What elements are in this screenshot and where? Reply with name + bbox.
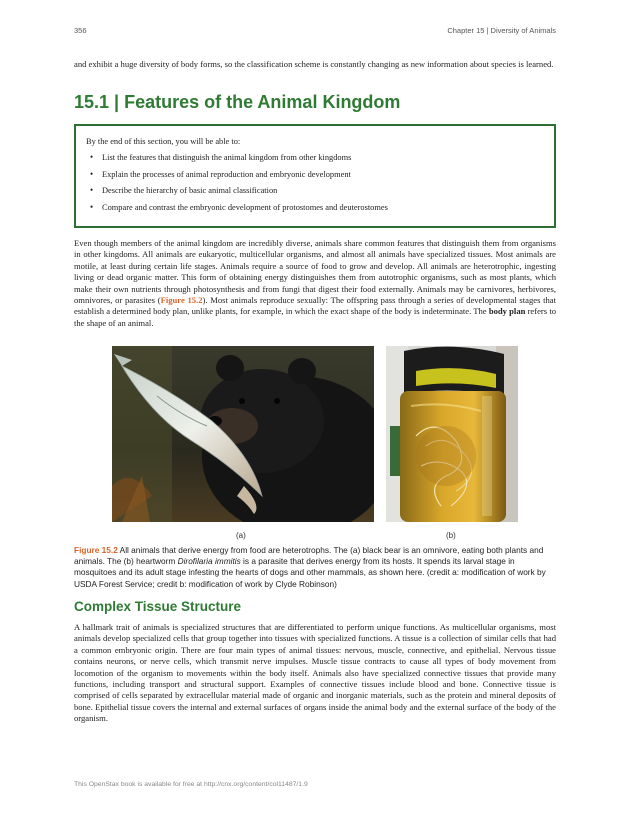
figure-label-b: (b) bbox=[446, 531, 456, 540]
paragraph-text: ). Most animals reproduce sexually: The offspring pass through a series of developmental stages that establish a determined body plan, unlike plants, for example, in which the exact shape of the body is indeterminate. The bbox=[74, 295, 556, 317]
chapter-title: Chapter 15 | Diversity of Animals bbox=[447, 26, 556, 35]
jar-illustration bbox=[386, 346, 518, 522]
bullet-icon: • bbox=[90, 201, 94, 212]
paragraph-text: refers to the shape of an animal. bbox=[74, 306, 556, 328]
paragraph-animal-features bbox=[74, 238, 556, 329]
figure-link[interactable]: Figure 15.2 bbox=[160, 295, 203, 306]
section-title: 15.1 | Features of the Animal Kingdom bbox=[74, 92, 401, 112]
objective-text: Compare and contrast the embryonic development of protostomes and deuterostomes bbox=[102, 202, 388, 212]
objective-text: List the features that distinguish the animal kingdom from other kingdoms bbox=[102, 153, 352, 162]
objective-item bbox=[86, 202, 542, 213]
objective-item bbox=[86, 185, 542, 196]
page-footer: This OpenStax book is available for free at http://cnx.org/content/col11487/1.9 bbox=[74, 781, 308, 788]
running-header bbox=[74, 26, 556, 38]
objective-item bbox=[86, 169, 542, 180]
paragraph-tissue-structure: A hallmark trait of animals is specialized structures that are differentiated to perform unique functions. As multicellular organisms, most animals develop specialized cells that group together into tissues with specialized functions. A tissue is a collection of similar cells that had a common embryonic origin. There are four main types of animal tissues: nervous, muscle, connective, and epithelial. Nervous tissue contains neurons, or nerve cells, which transmit nerve impulses. Muscle tissue contracts to cause all types of body movement from locomotion of the organism to movements within the body itself. Animals also have specialized connective tissues that provide many functions, including transport and structural support. Examples of connective tissues include blood and bone. Connective tissue is comprised of cells separated by extracellular material made of organic and inorganic materials, such as the protein and mineral deposits of bone. Epithelial tissue covers the internal and external surfaces of organs inside the animal body and the external surface of the body of the organism. bbox=[74, 622, 556, 724]
objective-text: Describe the hierarchy of basic animal classification bbox=[102, 186, 278, 196]
caption-text: is a parasite that derives energy from its hosts. It spends its larval stage in mosquitoes and its adult stage infesting the hearts of dogs and other mammals, as shown here. (credit a: modification of work by USDA Forest Service; credit b: modification of work by Clyde Robinson) bbox=[74, 556, 546, 589]
caption-text: All animals that derive energy from food are heterotrophs. The (a) black bear is an omnivore, eating both plants and animals. The (b) heartworm bbox=[74, 545, 544, 567]
figure-photo-bear bbox=[112, 346, 374, 522]
caption-figure-number: Figure 15.2 bbox=[74, 545, 118, 555]
learning-objectives-box bbox=[74, 124, 556, 228]
figure-photo-heartworm bbox=[386, 346, 518, 522]
figure-caption bbox=[74, 545, 556, 590]
bear-illustration bbox=[112, 346, 374, 522]
bullet-icon: • bbox=[90, 168, 94, 179]
objectives-list bbox=[86, 152, 542, 213]
key-term: body plan bbox=[488, 306, 526, 317]
page-number: 356 bbox=[74, 26, 87, 35]
objective-item bbox=[86, 152, 542, 163]
figure-label-a: (a) bbox=[236, 531, 246, 540]
objective-text: Explain the processes of animal reproduction and embryonic development bbox=[102, 169, 351, 179]
objectives-intro: By the end of this section, you will be able to: bbox=[86, 137, 241, 146]
bullet-icon: • bbox=[90, 152, 94, 162]
paragraph-text: Even though members of the animal kingdom are incredibly diverse, animals share common features that distinguish them from organisms in other kingdoms. All animals are eukaryotic, multicellular organisms, and almost all animals have specialized tissues. Most animals are motile, at least during certain life stages. Animals require a source of food to grow and develop. All animals are heterotrophic, ingesting living or dead organic matter. This form of obtaining energy distinguishes them from autotrophic organisms, such as most plants, which make their own nutrients through photosynthesis and from fungi that digest their food externally. Animals may be carnivores, herbivores, omnivores, or parasites ( bbox=[74, 238, 556, 306]
intro-paragraph: and exhibit a huge diversity of body forms, so the classification scheme is constantly changing as new information about species is learned. bbox=[74, 59, 554, 69]
subsection-title: Complex Tissue Structure bbox=[74, 599, 242, 614]
caption-species-name: Dirofilaria immitis bbox=[177, 556, 241, 567]
bullet-icon: • bbox=[90, 185, 94, 196]
